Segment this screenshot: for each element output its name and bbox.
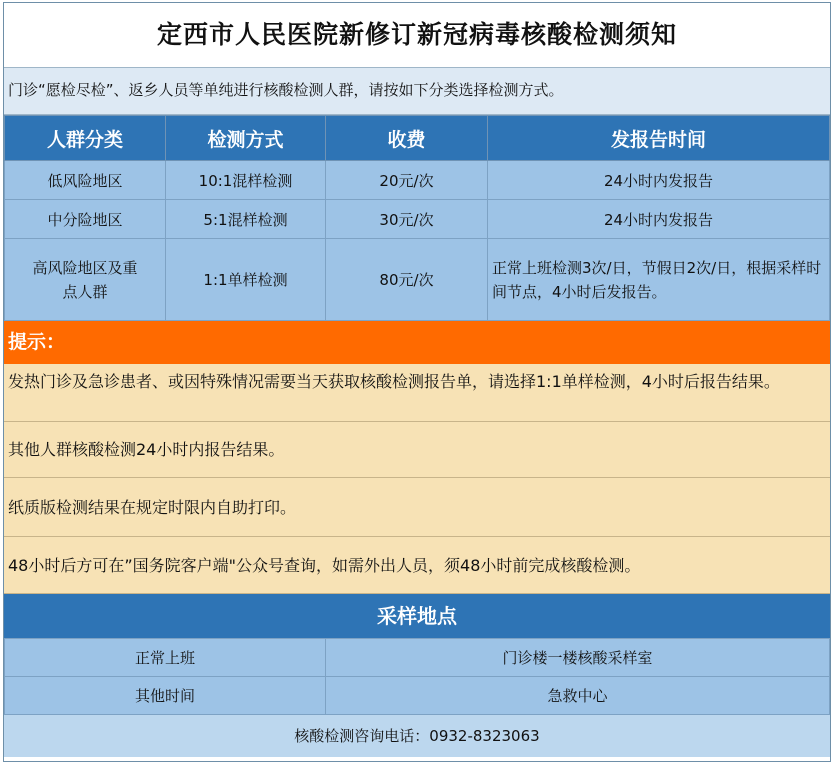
intro-text: 门诊“愿检尽检”、返乡人员等单纯进行核酸检测人群，请按如下分类选择检测方式。 <box>4 68 830 115</box>
sampling-location-table <box>4 638 830 715</box>
column-header-fee: 收费 <box>326 116 488 161</box>
cell-time-period: 正常上班 <box>5 639 326 677</box>
cell-method: 10:1混样检测 <box>166 161 326 200</box>
column-header-method: 检测方式 <box>166 116 326 161</box>
table-row <box>5 161 830 200</box>
table-row <box>5 200 830 239</box>
cell-fee: 20元/次 <box>326 161 488 200</box>
cell-method: 5:1混样检测 <box>166 200 326 239</box>
tips-heading: 提示： <box>4 321 830 364</box>
cell-report-time: 24小时内发报告 <box>488 161 830 200</box>
sampling-location-heading: 采样地点 <box>4 594 830 638</box>
cell-population: 高风险地区及重点人群 <box>5 239 166 321</box>
cell-method: 1:1单样检测 <box>166 239 326 321</box>
cell-location: 急救中心 <box>326 677 830 715</box>
tip-item: 48小时后方可在”国务院客户端"公众号查询，如需外出人员，须48小时前完成核酸检测。 <box>4 537 830 594</box>
table-header-row <box>5 116 830 161</box>
cell-population: 中分险地区 <box>5 200 166 239</box>
tip-item: 纸质版检测结果在规定时限内自助打印。 <box>4 478 830 537</box>
page-title: 定西市人民医院新修订新冠病毒核酸检测须知 <box>4 3 830 68</box>
cell-report-time: 24小时内发报告 <box>488 200 830 239</box>
test-method-table <box>4 115 830 321</box>
consult-phone: 核酸检测咨询电话：0932-8323063 <box>4 715 830 757</box>
column-header-report-time: 发报告时间 <box>488 116 830 161</box>
cell-time-period: 其他时间 <box>5 677 326 715</box>
notice-sheet <box>3 2 831 762</box>
cell-location: 门诊楼一楼核酸采样室 <box>326 639 830 677</box>
cell-fee: 80元/次 <box>326 239 488 321</box>
column-header-population: 人群分类 <box>5 116 166 161</box>
table-row <box>5 239 830 321</box>
cell-report-time: 正常上班检测3次/日，节假日2次/日，根据采样时间节点，4小时后发报告。 <box>488 239 830 321</box>
cell-population: 低风险地区 <box>5 161 166 200</box>
tip-item: 其他人群核酸检测24小时内报告结果。 <box>4 422 830 478</box>
table-row <box>5 639 830 677</box>
cell-fee: 30元/次 <box>326 200 488 239</box>
table-row <box>5 677 830 715</box>
tip-item: 发热门诊及急诊患者、或因特殊情况需要当天获取核酸检测报告单，请选择1:1单样检测，4小时后报告结果。 <box>4 364 830 422</box>
